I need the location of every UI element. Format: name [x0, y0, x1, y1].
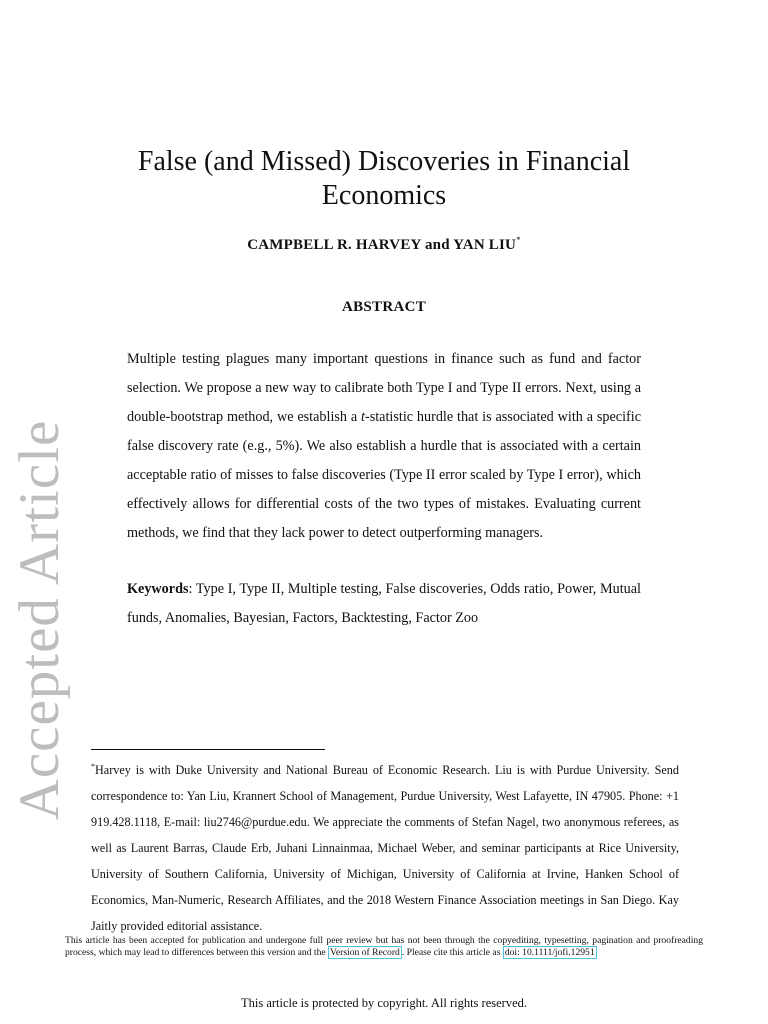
footnote-divider — [91, 749, 325, 750]
author-names: CAMPBELL R. HARVEY and YAN LIU — [247, 237, 517, 253]
accepted-article-watermark: Accepted Article — [8, 419, 71, 821]
abstract-text-part-1: Multiple testing plagues many important questions in finance such as fund and factor selection. We propose a new way to calibrate both Type I and Type II errors. Next, using a double-bootstrap method, we establish a — [127, 351, 641, 425]
accepted-article-notice — [65, 935, 703, 959]
copyright-notice: This article is protected by copyright. All rights reserved. — [240, 996, 528, 1010]
notice-text-part-1: This article has been accepted for publication and undergone full peer review but has not been through the copyediting, typesetting, pagination and proofreading process, which may lead to differences between this version and the — [65, 935, 703, 958]
footnote-mark: * — [91, 761, 95, 771]
keywords-paragraph — [127, 575, 641, 633]
abstract-heading: ABSTRACT — [341, 299, 427, 315]
footnote-text: Harvey is with Duke University and National Bureau of Economic Research. Liu is with Purdue University. Send correspondence to: Yan Liu, Krannert School of Management, Purdue University, West Lafayette, IN 47905. Phone: +1 919.428.1118, E-mail: liu2746@purdue.edu. We appreciate the comments of Stefan Nagel, two anonymous referees, as well as Laurent Barras, Claude Erb, Juhani Linnainmaa, Michael Weber, and seminar participants at Rice University, University of Southern California, University of Michigan, University of California at Irvine, Hanken School of Economics, Man-Numeric, Research Affiliates, and the 2018 Western Finance Association meetings in San Diego. Kay Jaitly provided editorial assistance. — [91, 763, 679, 933]
abstract-text — [127, 345, 641, 548]
t-statistic-symbol: t — [361, 409, 365, 425]
version-of-record-link[interactable]: Version of Record — [330, 947, 400, 958]
doi-link[interactable]: doi: 10.1111/jofi.12951 — [504, 947, 595, 958]
abstract-text-part-2: -statistic hurdle that is associated with a specific false discovery rate (e.g., 5%). We also establish a hurdle that is associated with a certain acceptable ratio of misses to false discoveries (Type II error scaled by Type I error), which effectively allows for differential costs of the two types of mistakes. Evaluating current methods, we find that they lack power to detect outperforming managers. — [127, 409, 641, 541]
keywords-label: Keywords — [127, 581, 189, 597]
notice-text-part-2: . Please cite this article as — [401, 947, 503, 958]
author-line — [80, 235, 688, 254]
paper-title: False (and Missed) Discoveries in Financial Economics — [137, 146, 631, 211]
author-footnote-mark: * — [516, 235, 521, 245]
author-footnote — [91, 757, 679, 939]
keywords-list: : Type I, Type II, Multiple testing, False discoveries, Odds ratio, Power, Mutual funds, Anomalies, Bayesian, Factors, Backtesting, Factor Zoo — [127, 581, 641, 626]
